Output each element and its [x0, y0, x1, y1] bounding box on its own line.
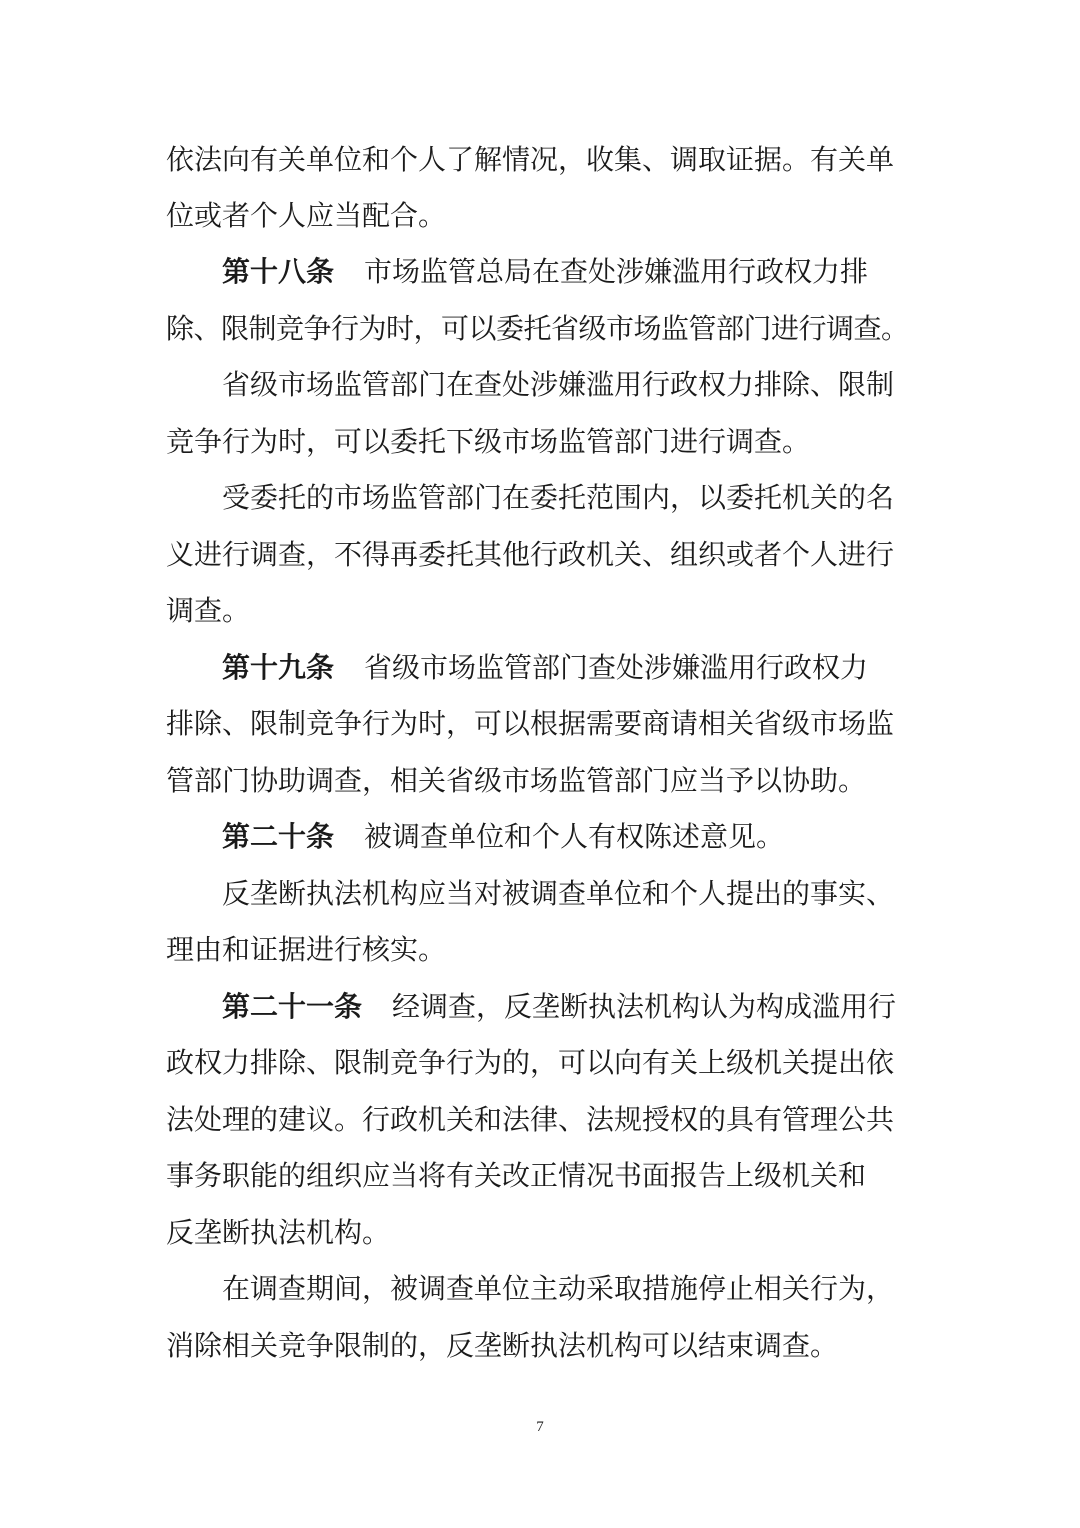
paragraph-line — [166, 759, 916, 803]
line-text: 管部门协助调查，相关省级市场监管部门应当予以协助。 — [166, 764, 867, 797]
article-21-heading: 第二十一条 — [222, 990, 363, 1023]
paragraph-line — [166, 138, 916, 182]
line-text: 经调查，反垄断执法机构认为构成滥用行 — [392, 990, 897, 1023]
paragraph-line — [166, 1211, 916, 1255]
line-text: 在调查期间，被调查单位主动采取措施停止相关行为， — [222, 1272, 895, 1305]
line-text: 消除相关竞争限制的，反垄断执法机构可以结束调查。 — [166, 1329, 839, 1362]
paragraph-line — [222, 476, 916, 520]
line-text: 省级市场监管部门在查处涉嫌滥用行政权力排除、限制 — [222, 368, 895, 401]
paragraph-line — [166, 1041, 916, 1085]
line-text: 除、限制竞争行为时，可以委托省级市场监管部门进行调查。 — [166, 312, 909, 345]
line-text: 法处理的建议。行政机关和法律、法规授权的具有管理公共 — [166, 1103, 895, 1136]
paragraph-line — [166, 1324, 916, 1368]
line-text: 省级市场监管部门查处涉嫌滥用行政权力 — [364, 651, 869, 684]
paragraph-line — [166, 533, 916, 577]
line-text: 反垄断执法机构。 — [166, 1216, 391, 1249]
line-text: 受委托的市场监管部门在委托范围内，以委托机关的名 — [222, 481, 895, 514]
line-text: 位或者个人应当配合。 — [166, 199, 447, 232]
page-number: 7 — [536, 1419, 544, 1435]
line-text: 事务职能的组织应当将有关改正情况书面报告上级机关和 — [166, 1159, 867, 1192]
paragraph-line — [166, 307, 916, 351]
paragraph-line — [166, 1154, 916, 1198]
line-text: 竞争行为时，可以委托下级市场监管部门进行调查。 — [166, 425, 811, 458]
paragraph-line — [222, 363, 916, 407]
paragraph-line — [166, 1098, 916, 1142]
line-text: 依法向有关单位和个人了解情况，收集、调取证据。有关单 — [166, 143, 895, 176]
article-20-line — [222, 815, 916, 859]
line-text: 排除、限制竞争行为时，可以根据需要商请相关省级市场监 — [166, 707, 895, 740]
line-text: 市场监管总局在查处涉嫌滥用行政权力排 — [364, 255, 869, 288]
line-text: 反垄断执法机构应当对被调查单位和个人提出的事实、 — [222, 877, 895, 910]
paragraph-line — [166, 702, 916, 746]
line-text: 义进行调查，不得再委托其他行政机关、组织或者个人进行 — [166, 538, 895, 571]
article-19-line — [222, 646, 916, 690]
paragraph-line — [222, 1267, 916, 1311]
paragraph-line — [166, 928, 916, 972]
paragraph-line — [166, 194, 916, 238]
paragraph-line — [166, 589, 916, 633]
line-text: 政权力排除、限制竞争行为的，可以向有关上级机关提出依 — [166, 1046, 895, 1079]
line-text: 理由和证据进行核实。 — [166, 933, 447, 966]
paragraph-line — [166, 420, 916, 464]
article-18-heading: 第十八条 — [222, 255, 335, 288]
line-text: 被调查单位和个人有权陈述意见。 — [364, 820, 785, 853]
article-20-heading: 第二十条 — [222, 820, 335, 853]
paragraph-line — [222, 872, 916, 916]
article-18-line — [222, 250, 916, 294]
article-21-line — [222, 985, 916, 1029]
line-text: 调查。 — [166, 594, 251, 627]
article-19-heading: 第十九条 — [222, 651, 335, 684]
